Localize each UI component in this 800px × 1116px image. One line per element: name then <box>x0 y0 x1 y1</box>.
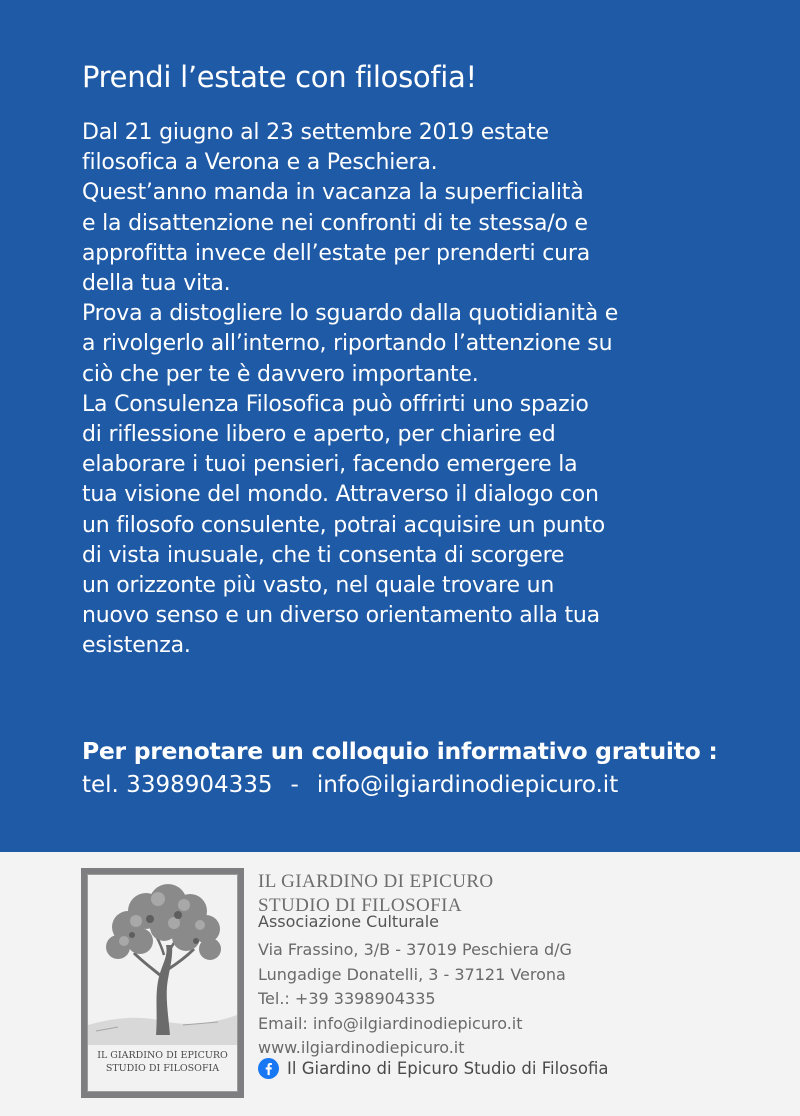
logo-caption-line1: IL GIARDINO DI EPICURO <box>97 1050 228 1061</box>
cta-phone[interactable]: tel. 3398904335 <box>82 772 273 798</box>
logo-inner-frame <box>87 874 238 1092</box>
body-line: filosofica a Verona e a Peschiera. <box>82 150 438 176</box>
facebook-link[interactable] <box>258 1058 608 1079</box>
body-line: nuovo senso e un diverso orientamento alla tua <box>82 603 600 629</box>
org-name-line2: STUDIO DI FILOSOFIA <box>258 895 462 916</box>
headline: Prendi l’estate con filosofia! <box>82 60 477 94</box>
body-line: tua visione del mondo. Attraverso il dialogo con <box>82 482 599 508</box>
body-line: un filosofo consulente, potrai acquisire un punto <box>82 512 606 538</box>
phone-number[interactable]: Tel.: +39 3398904335 <box>258 989 436 1008</box>
logo-caption <box>88 1049 237 1075</box>
org-type: Associazione Culturale <box>258 912 439 931</box>
contact-list <box>258 938 572 1061</box>
tree-icon <box>88 875 237 1045</box>
body-paragraph <box>82 118 618 662</box>
body-line: esistenza. <box>82 633 191 659</box>
address-verona: Lungadige Donatelli, 3 - 37121 Verona <box>258 964 566 984</box>
facebook-label: Il Giardino di Epicuro Studio di Filosofia <box>287 1059 609 1078</box>
org-name-line1: IL GIARDINO DI EPICURO <box>258 871 494 892</box>
body-line: e la disattenzione nei confronti di te stessa/o e <box>82 210 588 236</box>
body-line: della tua vita. <box>82 271 231 297</box>
cta-contact <box>82 772 618 798</box>
body-line: La Consulenza Filosofica può offrirti uno spazio <box>82 391 589 417</box>
logo <box>81 868 244 1098</box>
cta-title: Per prenotare un colloquio informativo gratuito : <box>82 737 718 765</box>
body-line: di vista inusuale, che ti consenta di scorgere <box>82 542 565 568</box>
body-line: un orizzonte più vasto, nel quale trovare un <box>82 573 555 599</box>
cta-email[interactable]: info@ilgiardinodiepicuro.it <box>316 772 619 798</box>
website-link[interactable]: www.ilgiardinodiepicuro.it <box>258 1038 465 1057</box>
body-line: a rivolgerlo all’interno, riportando l’attenzione su <box>82 331 613 357</box>
body-line: di riflessione libero e aperto, per chiarire ed <box>82 422 556 448</box>
facebook-icon <box>258 1058 279 1079</box>
logo-caption-line2: STUDIO DI FILOSOFIA <box>105 1063 220 1074</box>
org-name <box>258 870 494 918</box>
body-line: approfitta invece dell’estate per prenderti cura <box>82 240 591 266</box>
footer-panel <box>0 852 800 1116</box>
body-line: elaborare i tuoi pensieri, facendo emergere la <box>82 452 578 478</box>
cta-separator: - <box>290 772 299 798</box>
body-line: ciò che per te è davvero importante. <box>82 361 479 387</box>
body-line: Prova a distogliere lo sguardo dalla quotidianità e <box>82 301 619 327</box>
address-peschiera: Via Frassino, 3/B - 37019 Peschiera d/G <box>258 940 572 959</box>
body-line: Quest’anno manda in vacanza la superficialità <box>82 180 584 206</box>
email-address[interactable]: Email: info@ilgiardinodiepicuro.it <box>258 1013 523 1033</box>
body-line: Dal 21 giugno al 23 settembre 2019 estate <box>82 120 549 145</box>
